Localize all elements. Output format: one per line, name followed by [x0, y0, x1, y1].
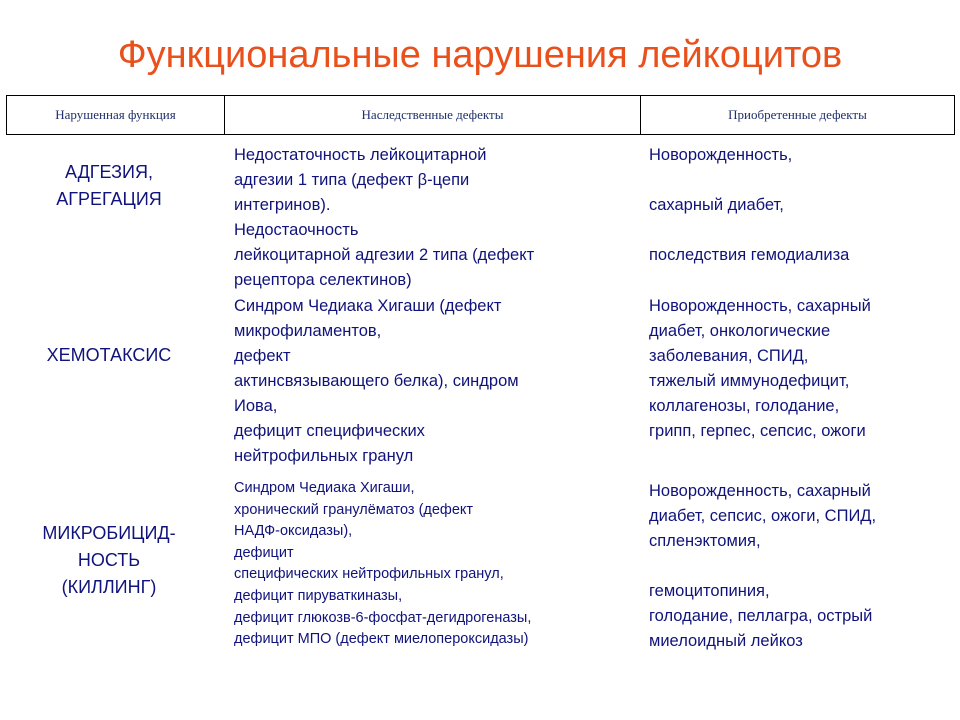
cell-line: Новорожденность, сахарный — [649, 482, 871, 500]
cell-line: заболевания, СПИД, — [649, 347, 809, 365]
cell-line: НОСТЬ — [77, 550, 141, 570]
header-function: Нарушенная функция — [7, 96, 225, 135]
cell-line — [649, 554, 954, 579]
cell-line: дефицит специфических — [234, 422, 425, 440]
row-microbicidity-acquired — [649, 479, 954, 654]
cell-line: специфических нейтрофильных гранул, — [234, 566, 504, 583]
cell-line: Новорожденность, — [649, 146, 793, 164]
cell-line: нейтрофильных гранул — [234, 447, 414, 465]
cell-line: дефицит МПО (дефект миелопероксидазы) — [234, 631, 529, 648]
row-microbicidity-function — [0, 520, 218, 601]
cell-line — [649, 168, 954, 193]
cell-line: сахарный диабет, — [649, 196, 784, 214]
row-adhesion-acquired — [649, 143, 954, 268]
cell-line: грипп, герпес, сепсис, ожоги — [649, 422, 866, 440]
cell-line: Иова, — [234, 397, 278, 415]
cell-line: адгезии 1 типа (дефект β-цепи — [234, 171, 470, 189]
cell-line: Недостаочность — [234, 221, 359, 239]
cell-line: тяжелый иммунодефицит, — [649, 372, 850, 390]
row-chemotaxis-acquired — [649, 294, 954, 444]
table-header — [6, 95, 955, 135]
cell-line: миелоидный лейкоз — [649, 632, 803, 650]
cell-line: диабет, сепсис, ожоги, СПИД, — [649, 507, 877, 525]
cell-line: Синдром Чедиака Хигаши, — [234, 480, 415, 496]
cell-line: Недостаточность лейкоцитарной — [234, 146, 487, 164]
cell-line: гемоцитопиния, — [649, 582, 770, 600]
row-adhesion-function — [0, 159, 218, 213]
row-chemotaxis-hereditary — [234, 294, 634, 469]
cell-line: АДГЕЗИЯ, — [65, 162, 153, 182]
row-chemotaxis-function — [0, 342, 218, 369]
header-acquired: Приобретенные дефекты — [641, 96, 955, 135]
cell-line: дефицит глюкозв-6-фосфат-дегидрогеназы, — [234, 609, 532, 626]
cell-line: коллагенозы, голодание, — [649, 397, 840, 415]
cell-line: дефицит — [234, 544, 294, 561]
page-title: Функциональные нарушения лейкоцитов — [117, 34, 843, 76]
cell-line: (КИЛЛИНГ) — [61, 577, 157, 597]
cell-line — [649, 218, 954, 243]
cell-line: Синдром Чедиака Хигаши (дефект — [234, 297, 502, 315]
cell-line: последствия гемодиализа — [649, 246, 850, 264]
cell-line: рецептора селектинов) — [234, 271, 412, 289]
cell-line: дефект — [234, 347, 291, 365]
cell-line: интегринов). — [234, 196, 331, 214]
cell-line: спленэктомия, — [649, 532, 761, 550]
cell-line: НАДФ-оксидазы), — [234, 523, 353, 540]
cell-line: микрофиламентов, — [234, 322, 382, 340]
cell-line: ХЕМОТАКСИС — [46, 345, 172, 365]
cell-line: лейкоцитарной адгезии 2 типа (дефект — [234, 246, 535, 264]
cell-line: Новорожденность, сахарный — [649, 297, 871, 315]
cell-line: голодание, пеллагра, острый — [649, 607, 873, 625]
cell-line: АГРЕГАЦИЯ — [56, 189, 162, 209]
header-hereditary: Наследственные дефекты — [225, 96, 641, 135]
row-microbicidity-hereditary — [234, 478, 634, 651]
row-adhesion-hereditary — [234, 143, 634, 293]
cell-line: МИКРОБИЦИД- — [42, 523, 176, 543]
cell-line: хронический гранулёматоз (дефект — [234, 501, 474, 518]
cell-line: актинсвязывающего белка), синдром — [234, 372, 519, 390]
cell-line: дефицит пируваткиназы, — [234, 587, 403, 604]
cell-line: диабет, онкологические — [649, 322, 831, 340]
